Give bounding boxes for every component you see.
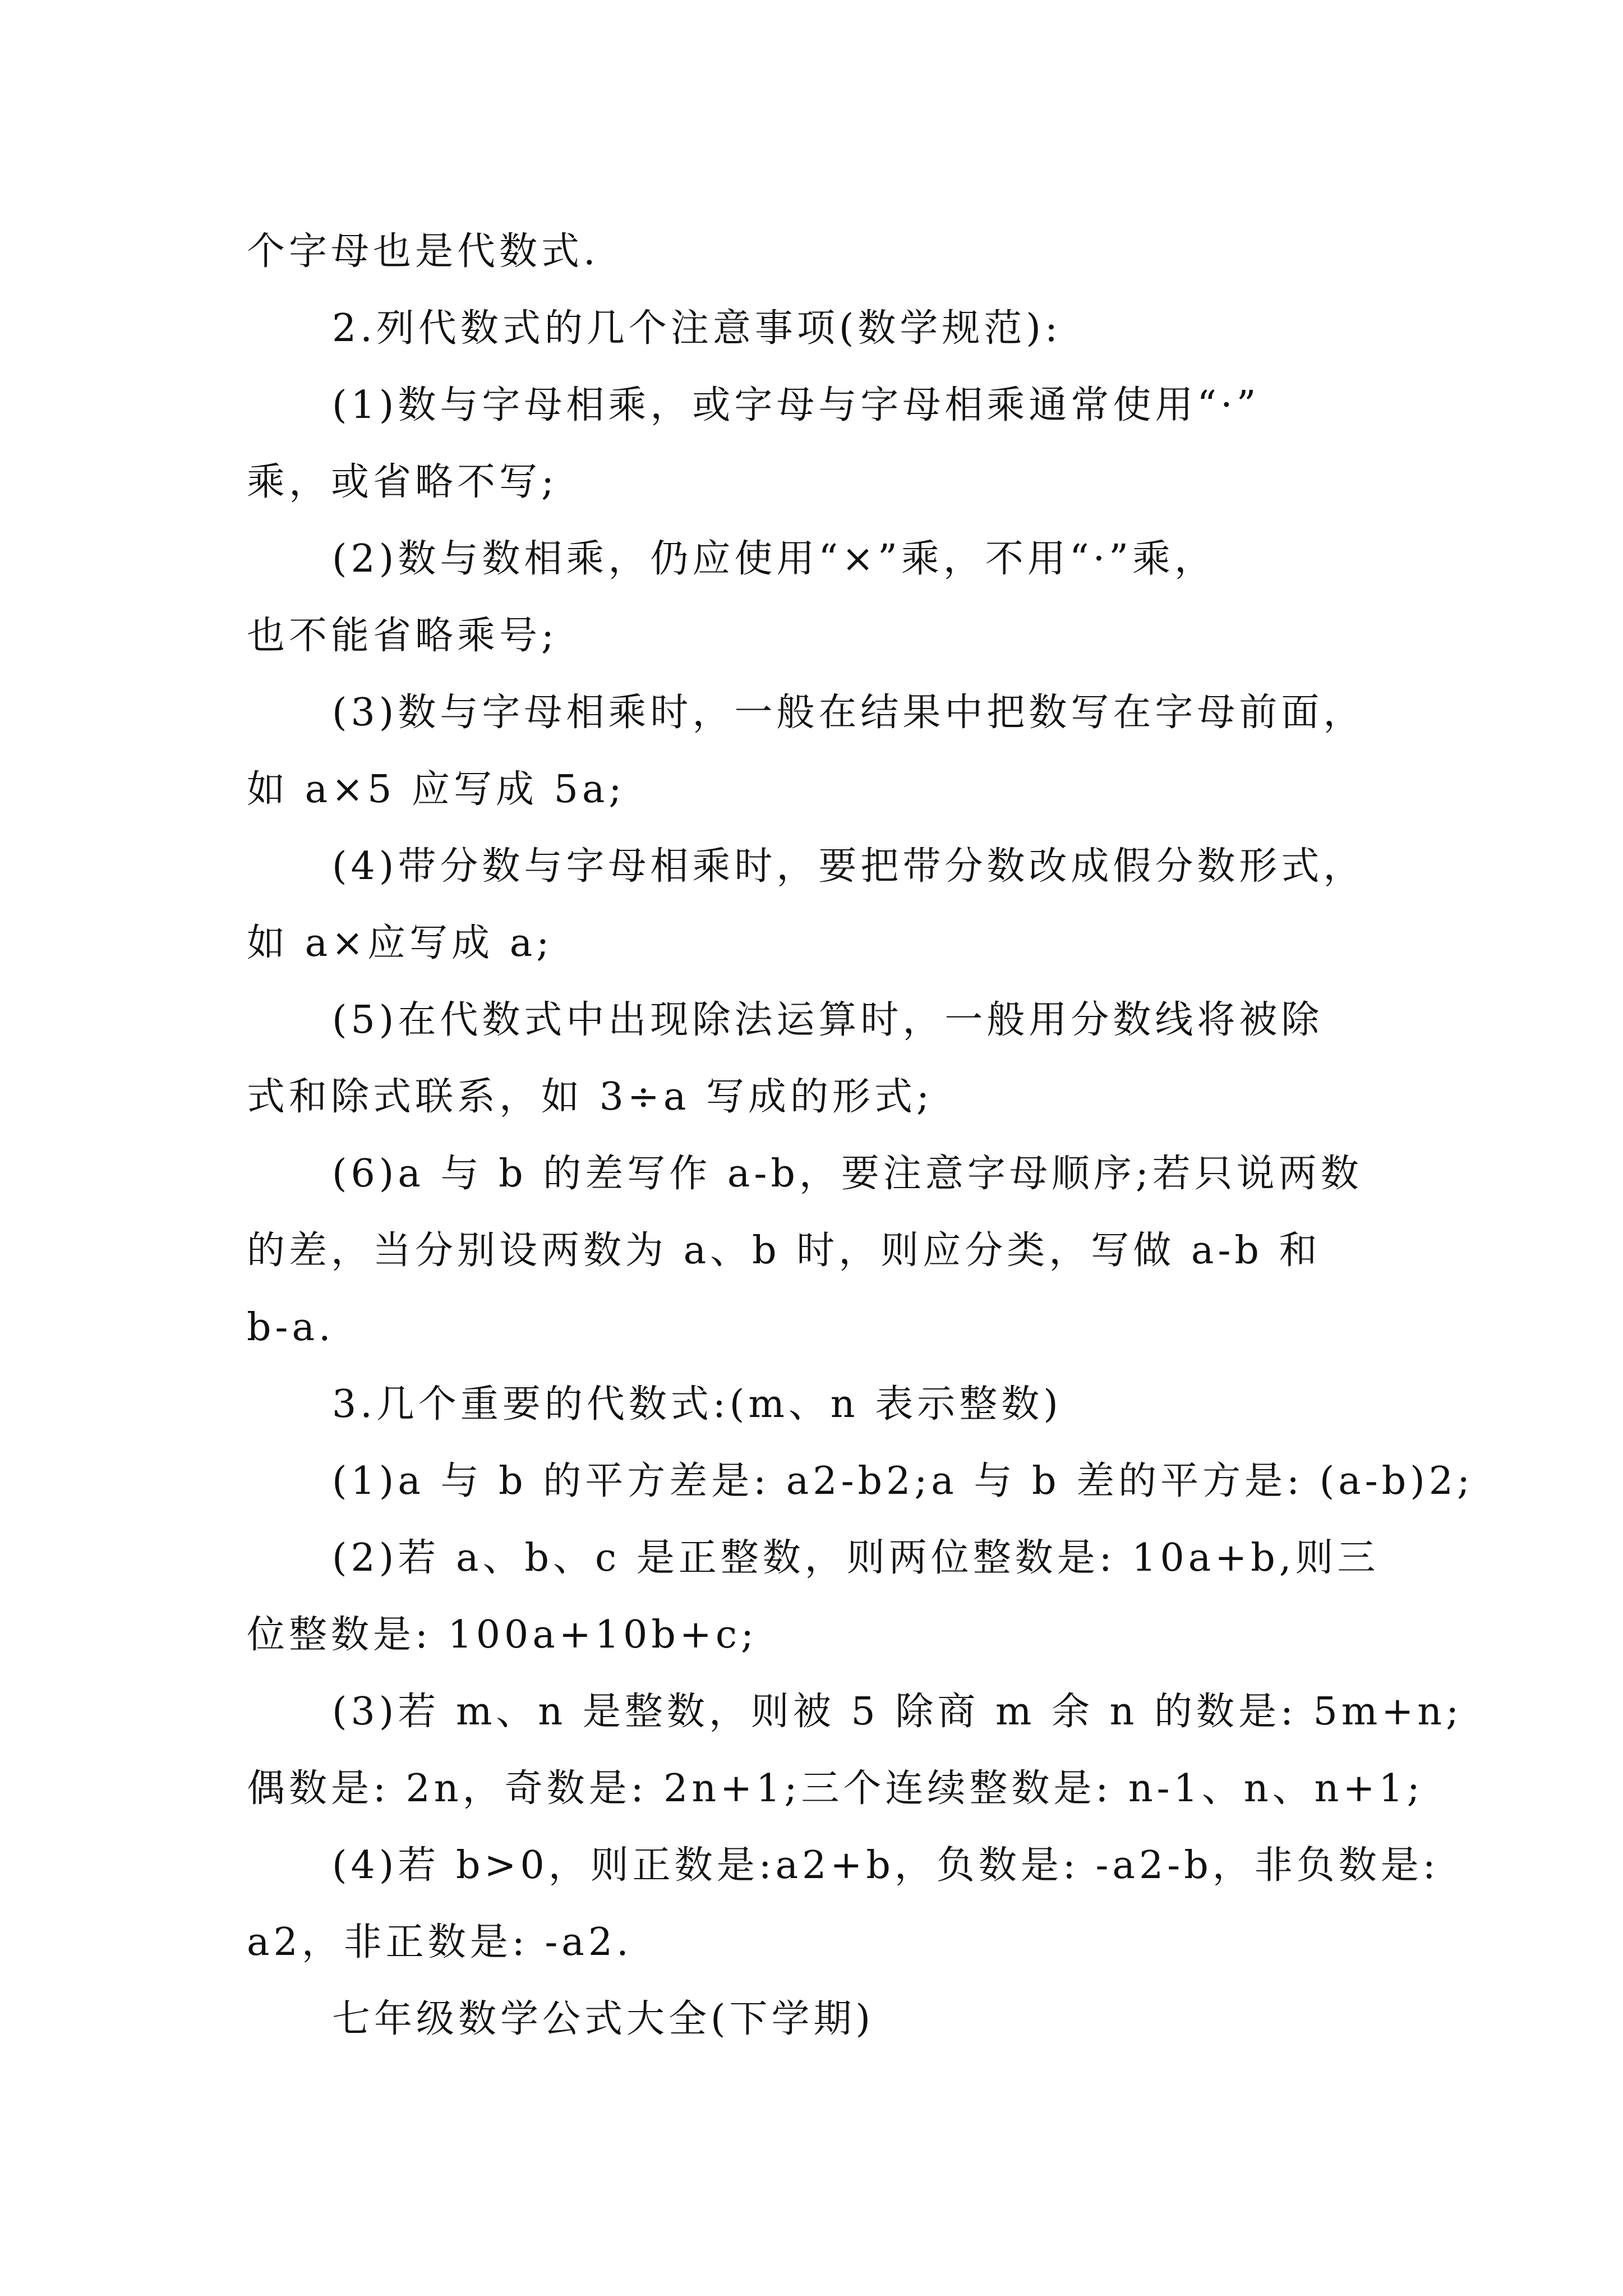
text-line: 位整数是: 100a+10b+c; (247, 1613, 758, 1657)
text-line: (4)若 b>0，则正数是:a2+b，负数是: -a2-b，非负数是: (332, 1843, 1440, 1888)
text-line: 的差，当分别设两数为 a、b 时，则应分类，写做 a-b 和 (247, 1228, 1321, 1273)
text-line: (3)若 m、n 是整数，则被 5 除商 m 余 n 的数是: 5m+n; (332, 1690, 1463, 1734)
text-line: 式和除式联系，如 3÷a 写成的形式; (247, 1075, 933, 1119)
text-line: (3)数与字母相乘时，一般在结果中把数写在字母前面， (332, 691, 1366, 735)
text-line: (4)带分数与字母相乘时，要把带分数改成假分数形式， (332, 844, 1366, 889)
text-line: a2，非正数是: -a2. (247, 1920, 633, 1964)
text-line: (1)数与字母相乘，或字母与字母相乘通常使用“·” (332, 383, 1260, 427)
document-body (247, 213, 1474, 2058)
text-line: (6)a 与 b 的差写作 a-b，要注意字母顺序;若只说两数 (332, 1152, 1363, 1196)
text-line: 2.列代数式的几个注意事项(数学规范): (332, 306, 1062, 351)
text-line: (2)数与数相乘，仍应使用“×”乘，不用“·”乘， (332, 537, 1216, 581)
text-line: 偶数是: 2n，奇数是: 2n+1;三个连续整数是: n-1、n、n+1; (247, 1766, 1424, 1811)
text-line: 如 a×应写成 a; (247, 921, 554, 965)
text-line: 乘，或省略不写; (247, 460, 558, 504)
text-line: (5)在代数式中出现除法运算时，一般用分数线将被除 (332, 998, 1324, 1042)
text-line: 七年级数学公式大全(下学期) (332, 1997, 875, 2041)
text-line: 个字母也是代数式. (247, 229, 600, 274)
text-line: b-a. (247, 1305, 335, 1350)
text-line: 如 a×5 应写成 5a; (247, 767, 626, 812)
text-line: (1)a 与 b 的平方差是: a2-b2;a 与 b 差的平方是: (a-b)2; (332, 1459, 1474, 1503)
text-line: (2)若 a、b、c 是正整数，则两位整数是: 10a+b,则三 (332, 1536, 1380, 1580)
text-line: 3.几个重要的代数式:(m、n 表示整数) (332, 1382, 1062, 1427)
text-line: 也不能省略乘号; (247, 614, 558, 658)
